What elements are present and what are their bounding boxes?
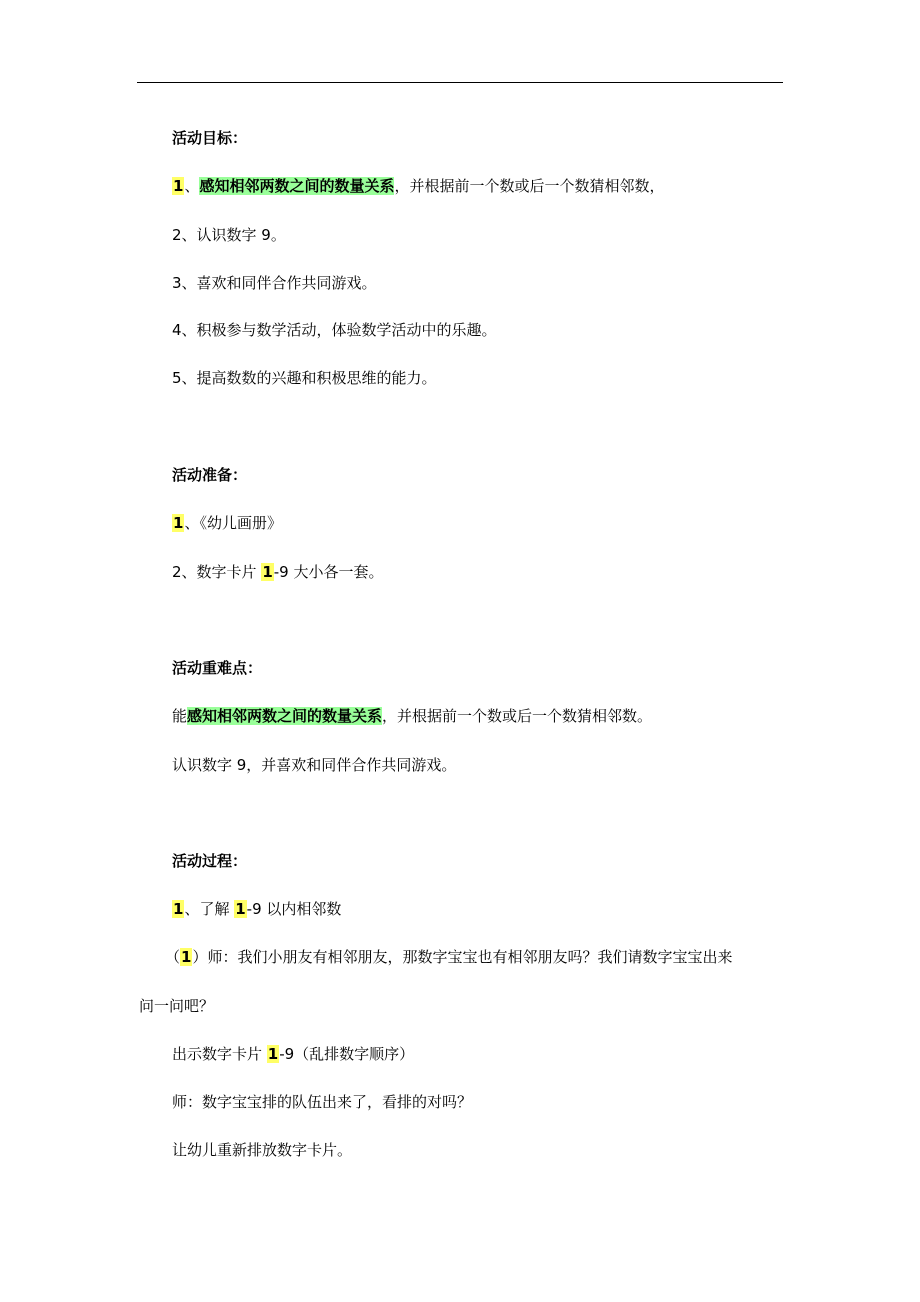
key-phrase-highlight: 感知相邻两数之间的数量关系 xyxy=(199,177,395,195)
process-teacher-line: 师：数字宝宝排的队伍出来了，看排的对吗？ xyxy=(172,1093,473,1111)
prep-item-1-rest: 、《幼儿画册》 xyxy=(184,514,282,532)
num-highlight: 1 xyxy=(235,900,246,918)
goals-heading: 活动目标： xyxy=(172,129,248,147)
prep-item-2-rest: -9 大小各一套。 xyxy=(273,563,384,581)
paren-open: （ xyxy=(165,948,181,966)
process-step-1-rest: -9 以内相邻数 xyxy=(246,900,342,918)
goals-item-4: 4、积极参与数学活动，体验数学活动中的乐趣。 xyxy=(172,321,497,339)
prep-item-1 xyxy=(172,513,282,533)
key-phrase-highlight: 感知相邻两数之间的数量关系 xyxy=(187,707,383,725)
process-reorder-line: 让幼儿重新排放数字卡片。 xyxy=(172,1141,353,1159)
num-highlight: 1 xyxy=(173,900,184,918)
key-line-1-rest: ，并根据前一个数或后一个数猜相邻数。 xyxy=(382,707,653,725)
process-show-rest: -9（乱排数字顺序） xyxy=(279,1045,415,1063)
goals-item-2: 2、认识数字 9。 xyxy=(172,226,286,244)
separator: 、 xyxy=(184,177,200,195)
prep-item-2 xyxy=(172,562,383,582)
prep-heading: 活动准备： xyxy=(172,466,248,484)
key-line-1 xyxy=(172,706,652,726)
process-sub-1 xyxy=(165,947,732,967)
num-highlight: 1 xyxy=(181,948,192,966)
num-highlight: 1 xyxy=(262,563,273,581)
goals-item-1-rest: ，并根据前一个数或后一个数猜相邻数， xyxy=(394,177,665,195)
process-show-cards xyxy=(172,1044,414,1064)
goals-item-3: 3、喜欢和同伴合作共同游戏。 xyxy=(172,274,377,292)
process-heading: 活动过程： xyxy=(172,852,248,870)
key-heading: 活动重难点： xyxy=(172,659,263,677)
prep-item-2-pre: 2、数字卡片 xyxy=(172,563,262,581)
key-line-1-pre: 能 xyxy=(172,707,188,725)
num-highlight: 1 xyxy=(267,1045,279,1063)
process-sub-1-continued: 问一问吧？ xyxy=(139,997,215,1015)
key-line-2: 认识数字 9，并喜欢和同伴合作共同游戏。 xyxy=(172,756,457,774)
goals-item-1 xyxy=(172,176,664,196)
num-highlight: 1 xyxy=(173,514,184,532)
process-step-1-mid: 、了解 xyxy=(184,900,235,918)
process-step-1 xyxy=(172,899,341,919)
goals-item-5: 5、提高数数的兴趣和积极思维的能力。 xyxy=(172,369,437,387)
process-sub-1-rest: ）师：我们小朋友有相邻朋友，那数字宝宝也有相邻朋友吗？我们请数字宝宝出来 xyxy=(192,948,733,966)
num-highlight: 1 xyxy=(173,177,184,195)
header-rule xyxy=(137,82,783,83)
process-show-pre: 出示数字卡片 xyxy=(172,1045,267,1063)
